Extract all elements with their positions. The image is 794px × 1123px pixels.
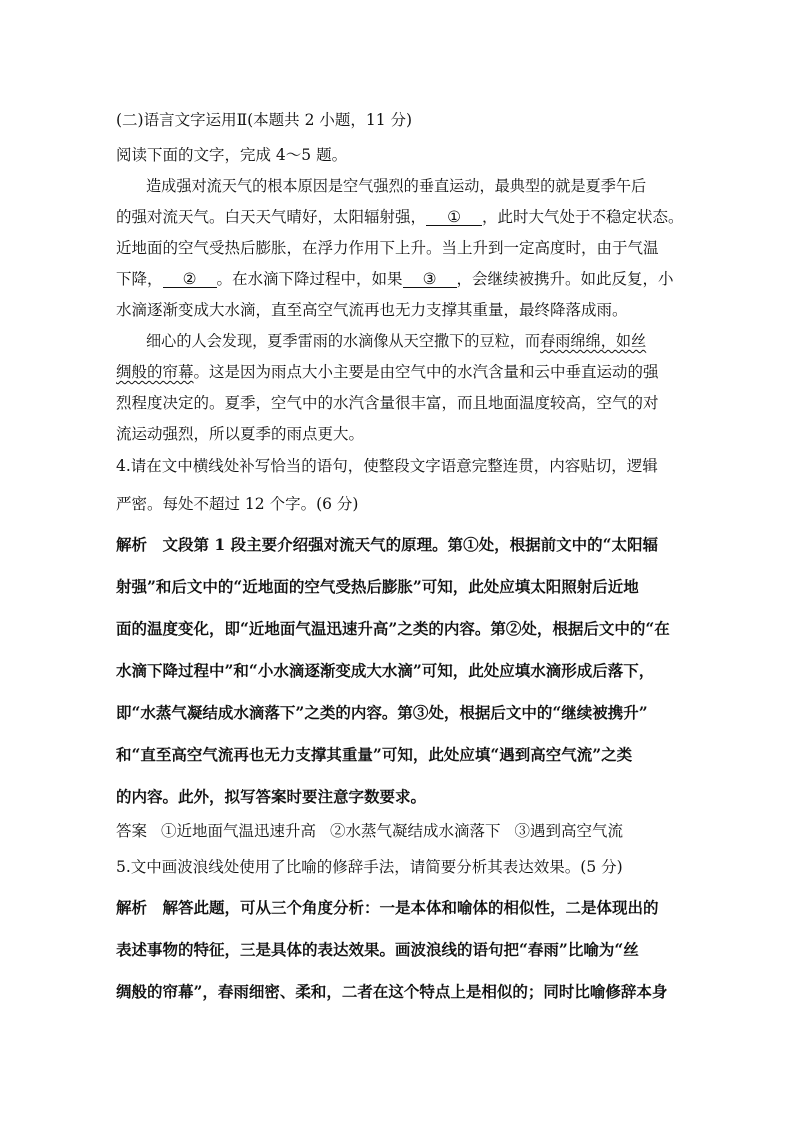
answer-item: ①近地面气温迅速升高 — [161, 822, 317, 840]
passage-line — [116, 269, 676, 289]
answer-label: 答案 — [116, 822, 148, 840]
passage-line — [146, 331, 706, 351]
passage-line: 近地面的空气受热后膨胀，在浮力作用下上升。当上升到一定高度时，由于气温 — [116, 239, 659, 257]
analysis-line: 即“水蒸气凝结成水滴落下”之类的内容。第③处，根据后文中的“继续被携升” — [116, 703, 648, 722]
analysis-line: 面的温度变化，即“近地面气温迅速升高”之类的内容。第②处，根据后文中的“在 — [116, 619, 670, 638]
blank-1: ① — [426, 209, 482, 226]
analysis-line: 的内容。此外，拟写答案时要注意字数要求。 — [116, 787, 427, 806]
passage-text: 的强对流天气。白天天气晴好，太阳辐射强， — [116, 208, 427, 226]
question-4-line: 4.请在文中横线处补写恰当的语句，使整段文字语意完整连贯，内容贴切，逻辑 — [116, 457, 658, 475]
passage-line: 烈程度决定的。夏季，空气中的水汽含量很丰富，而且地面温度较高，空气的对 — [116, 394, 659, 412]
passage-text: ，此时大气处于不稳定状态。 — [482, 208, 684, 226]
wavy-underline-text: 绸般的帘幕 — [116, 363, 194, 381]
answer-item: ②水蒸气凝结成水滴落下 — [330, 822, 501, 840]
passage-line — [116, 207, 684, 227]
passage-line: 水滴逐渐变成大水滴，直至高空气流再也无力支撑其重量，最终降落成雨。 — [116, 301, 628, 319]
blank-3: ③ — [403, 271, 457, 288]
passage-text: ，会继续被携升。如此反复，小 — [456, 270, 674, 288]
analysis-line: 解析 文段第 1 段主要介绍强对流天气的原理。第①处，根据前文中的“太阳辐 — [116, 535, 658, 554]
answer-item: ③遇到高空气流 — [514, 822, 624, 840]
question-4-line: 严密。每处不超过 12 个字。(6 分) — [116, 495, 359, 513]
passage-line — [116, 362, 676, 382]
analysis-line: 绸般的帘幕”，春雨细密、柔和，二者在这个特点上是相似的；同时比喻修辞本身 — [116, 982, 668, 1001]
passage-line: 造成强对流天气的根本原因是空气强烈的垂直运动，最典型的就是夏季午后 — [146, 177, 647, 195]
answer-line — [116, 821, 676, 841]
passage-text: 。这是因为雨点大小主要是由空气中的水汽含量和云中垂直运动的强 — [193, 363, 659, 381]
wavy-underline-text: 春雨绵绵，如丝 — [540, 332, 647, 350]
analysis-line: 和“直至高空气流再也无力支撑其重量”可知，此处应填“遇到高空气流”之类 — [116, 745, 633, 764]
passage-line: 流运动强烈，所以夏季的雨点更大。 — [116, 425, 365, 443]
passage-text: 细心的人会发现，夏季雷雨的水滴像从天空撒下的豆粒，而 — [146, 332, 541, 350]
question-5-line: 5.文中画波浪线处使用了比喻的修辞手法，请简要分析其表达效果。(5 分) — [116, 858, 623, 876]
blank-2: ② — [163, 271, 217, 288]
analysis-line: 表述事物的特征，三是具体的表达效果。画波浪线的语句把“春雨”比喻为“丝 — [116, 940, 639, 959]
analysis-line: 解析 解答此题，可从三个角度分析：一是本体和喻体的相似性，二是体现出的 — [116, 898, 659, 917]
section-header: (二)语言文字运用Ⅱ(本题共 2 小题，11 分) — [116, 111, 413, 129]
passage-text: 。在水滴下降过程中，如果 — [216, 270, 403, 288]
reading-instruction: 阅读下面的文字，完成 4～5 题。 — [116, 146, 348, 164]
analysis-line: 水滴下降过程中”和“小水滴逐渐变成大水滴”可知，此处应填水滴形成后落下， — [116, 661, 655, 680]
passage-text: 下降， — [116, 270, 163, 288]
analysis-line: 射强”和后文中的“近地面的空气受热后膨胀”可知，此处应填太阳照射后近地 — [116, 577, 639, 596]
